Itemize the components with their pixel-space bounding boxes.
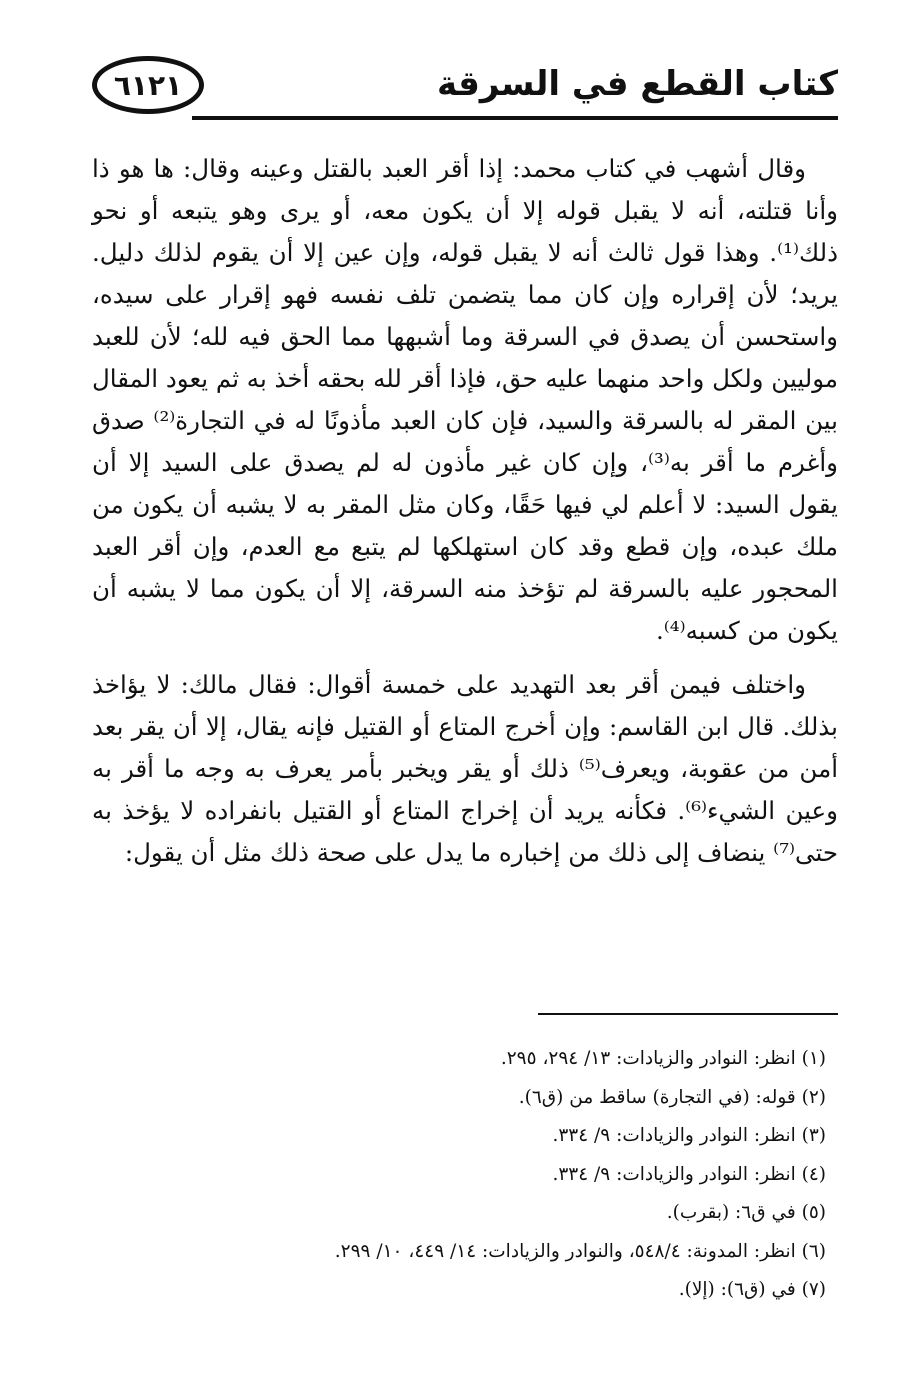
paragraph: وقال أشهب في كتاب محمد: إذا أقر العبد بالقتل وعينه وقال: ها هو ذا وأنا قتلته، أنه لا يقبل قوله إلا أن يكون معه، أو يرى وهو يتبعه أو نحو ذلك⁽¹⁾. وهذا قول ثالث أنه لا يقبل قوله، وإن عين إلا أن يقوم لذلك دليل. يريد؛ لأن إقراره وإن كان مما يتضمن تلف نفسه فهو إقرار على سيده، واستحسن أن يصدق في السرقة وما أشبهها مما الحق فيه لله؛ لأن للعبد موليين ولكل واحد منهما عليه حق، فإذا أقر لله بحقه أخذ به ثم يعود المقال بين المقر له بالسرقة والسيد، فإن كان العبد مأذونًا له في التجارة⁽²⁾ صدق وأغرم ما أقر به⁽³⁾، وإن كان غير مأذون له لم يصدق على السيد إلا أن يقول السيد: لا أعلم لي فيها حَقًا، وكان مثل المقر به لا يشبه أن يكون من ملك عبده، وإن قطع وقد كان استهلكها لم يتبع مع العدم، وإن أقر العبد المحجور عليه بالسرقة لم تؤخذ منه السرقة، إلا أن يكون مما لا يشبه أن يكون من كسبه⁽⁴⁾. xyxy=(92,154,838,645)
body-text xyxy=(92,148,838,874)
footnote: (٣) انظر: النوادر والزيادات: ٩/ ٣٣٤. xyxy=(552,1125,826,1146)
header-rule xyxy=(192,116,838,120)
footnote: (١) انظر: النوادر والزيادات: ١٣/ ٢٩٤، ٢٩٥. xyxy=(500,1048,826,1069)
page-title: كتاب القطع في السرقة xyxy=(436,64,838,104)
footnote: (٥) في ق٦: (بقرب). xyxy=(666,1202,826,1223)
footnote: (٢) قوله: (في التجارة) ساقط من (ق٦). xyxy=(518,1086,826,1108)
footnote: (٤) انظر: النوادر والزيادات: ٩/ ٣٣٤. xyxy=(552,1163,826,1185)
footnote: (٦) انظر: المدونة: ٥٤٨/٤، والنوادر والزيادات: ١٤/ ٤٤٩، ١٠/ ٢٩٩. xyxy=(334,1240,826,1262)
footnote: (٧) في (ق٦): (إلا). xyxy=(678,1279,826,1300)
footnote-separator xyxy=(538,1013,838,1015)
page-number: ٦١٢١ xyxy=(92,56,204,114)
paragraph: واختلف فيمن أقر بعد التهديد على خمسة أقوال: فقال مالك: لا يؤاخذ بذلك. قال ابن القاسم: وإن أخرج المتاع أو القتيل فإنه يقال، إلا أن يقر بعد أمن من عقوبة، ويعرف⁽⁵⁾ ذلك أو يقر ويخبر بأمر يعرف به وجه ما أقر به وعين الشيء⁽⁶⁾. فكأنه يريد أن إخراج المتاع أو القتيل بانفراده لا يؤخذ به حتى⁽⁷⁾ ينضاف إلى ذلك من إخباره ما يدل على صحة ذلك مثل أن يقول: xyxy=(92,670,838,867)
footnotes xyxy=(92,1040,838,1310)
page-header xyxy=(92,52,838,134)
